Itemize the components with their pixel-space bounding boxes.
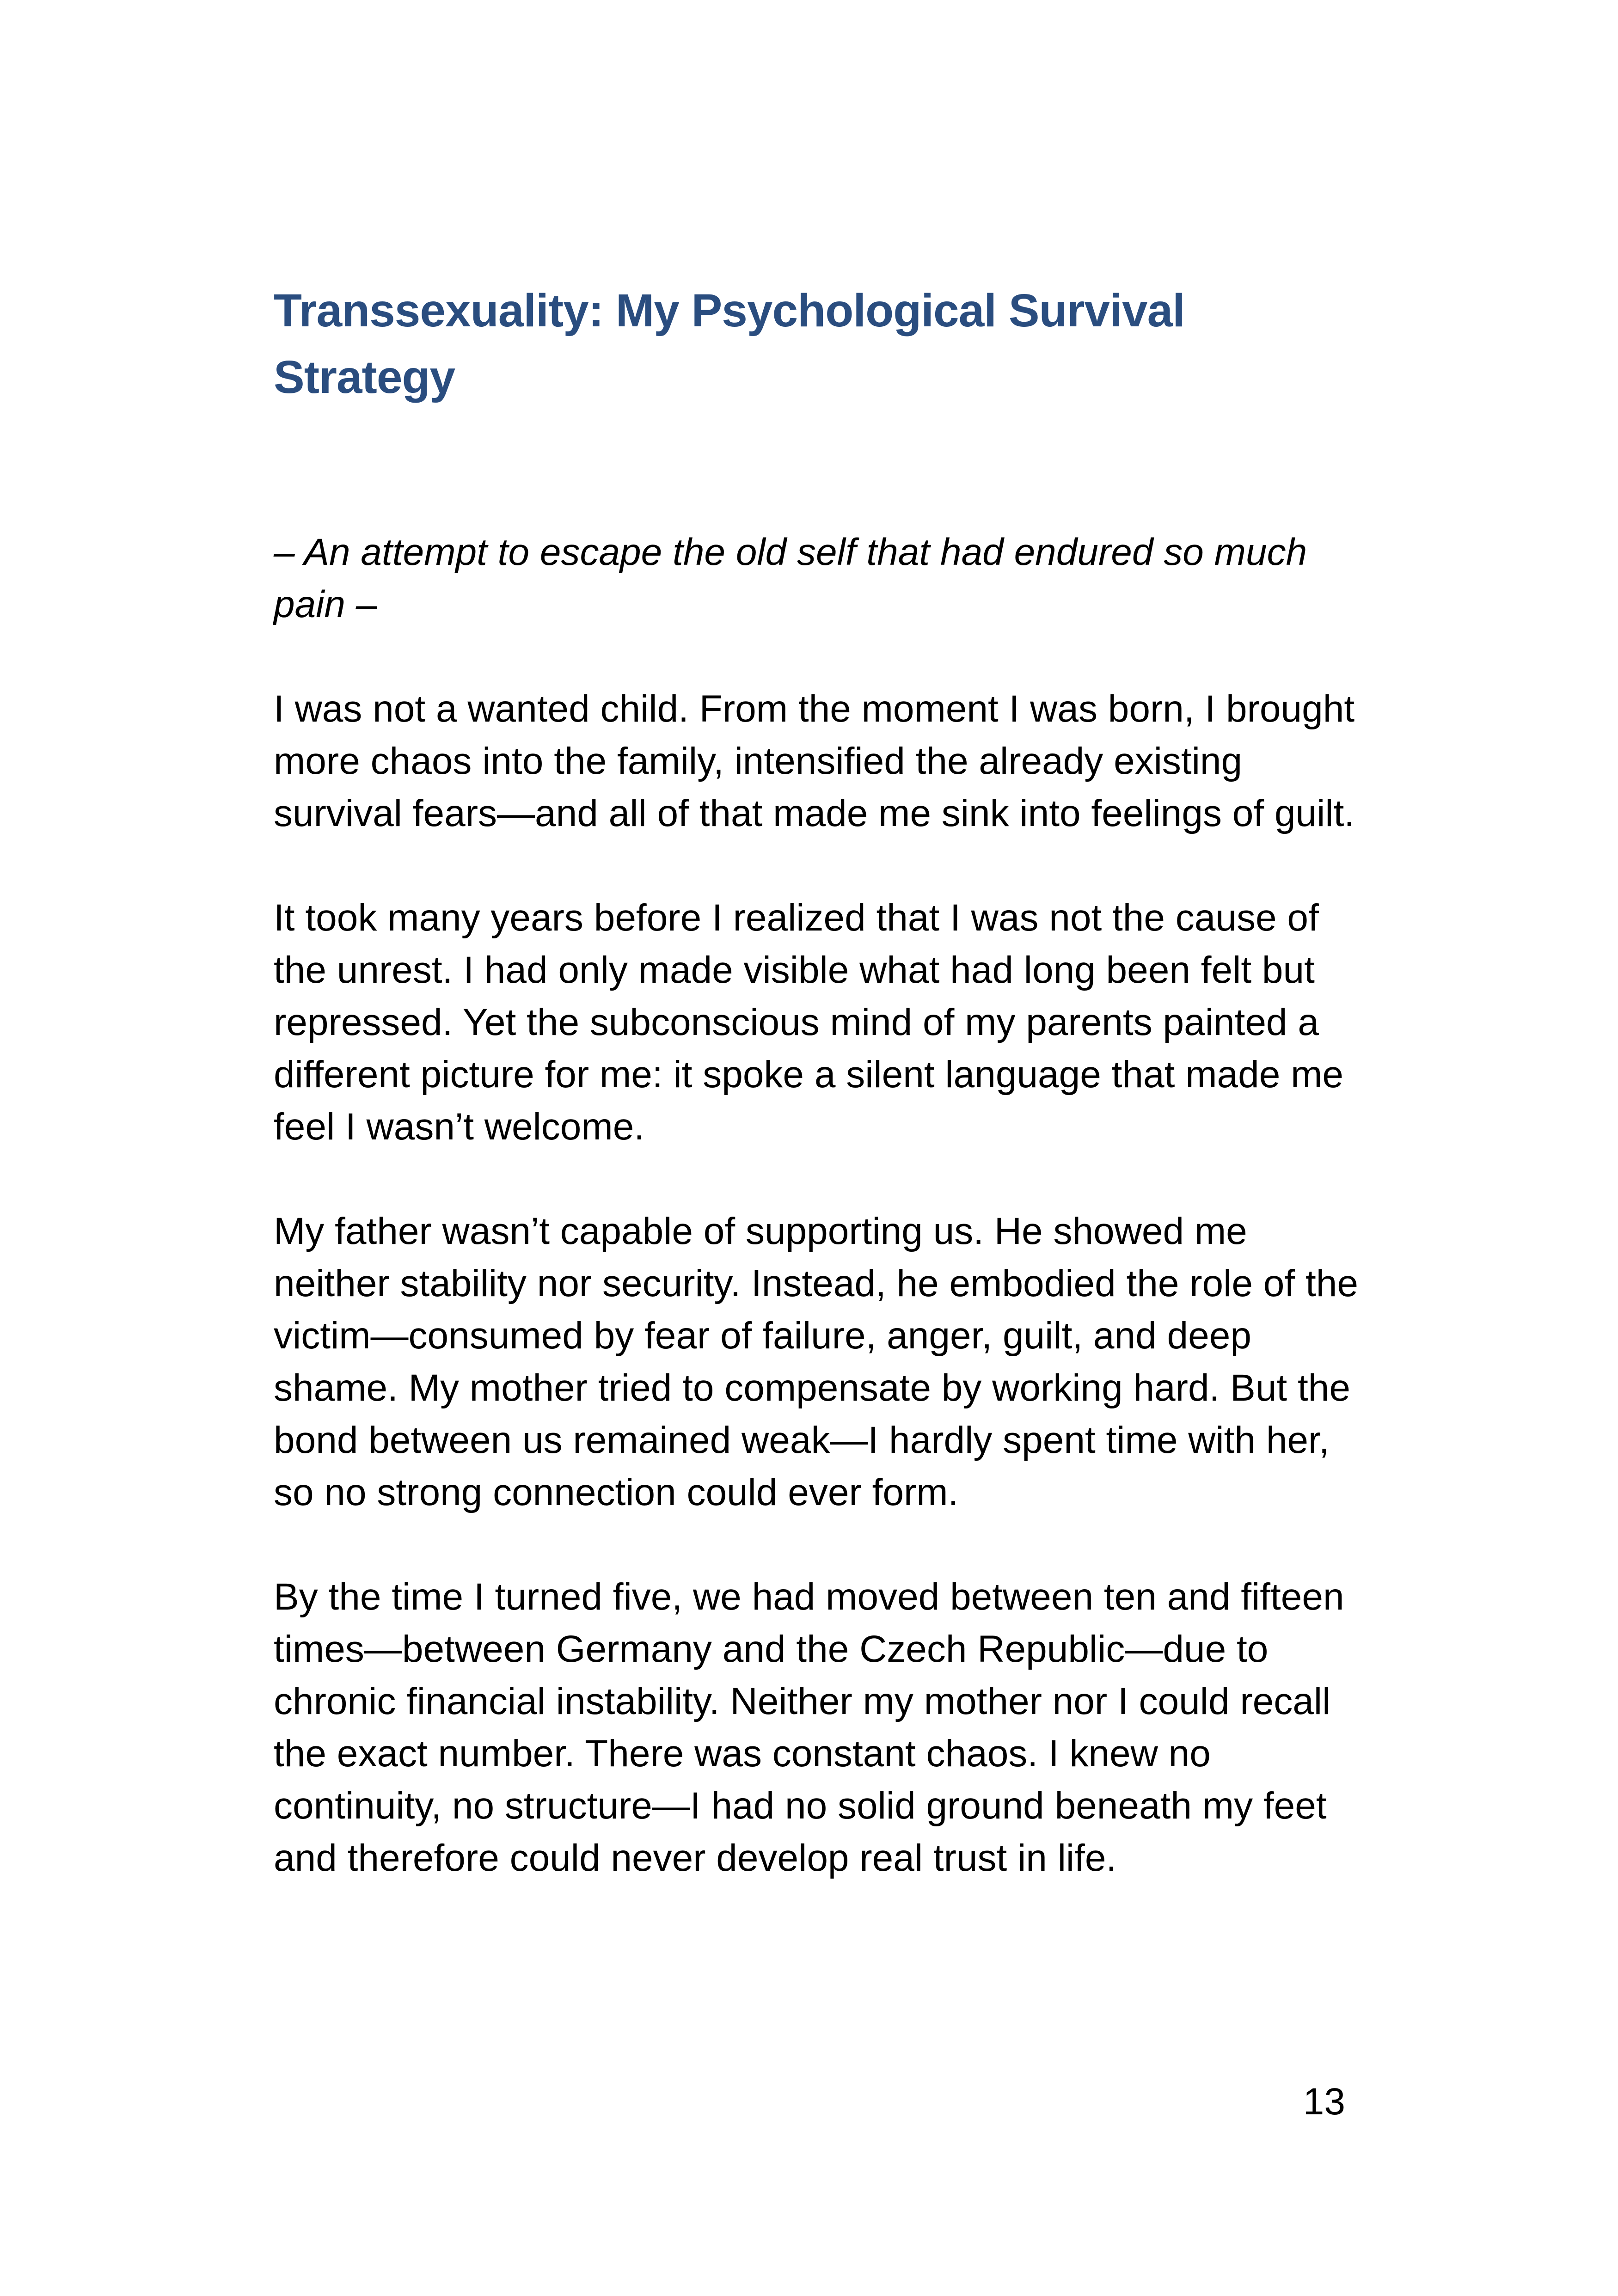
chapter-subtitle: – An attempt to escape the old self that had endured so much pain – [274, 531, 1307, 625]
paragraph-1: I was not a wanted child. From the moment I was born, I brought more chaos into the family, intensified the already existing survival fears—and all of that made me sink into feelings of guilt. [274, 688, 1355, 834]
paragraph-3: My father wasn’t capable of supporting us. He showed me neither stability nor security. Instead, he embodied the role of the victim—consumed by fear of failure, anger, guilt, and deep shame. My mother tried to compensate by working hard. But the bond between us remained weak—I hardly spent time with her, so no strong connection could ever form. [274, 1210, 1358, 1513]
paragraph-2: It took many years before I realized that I was not the cause of the unrest. I had only made visible what had long been felt but repressed. Yet the subconscious mind of my parents painted a different picture for me: it spoke a silent language that made me feel I wasn’t welcome. [274, 897, 1344, 1148]
page-number: 13 [1303, 2081, 1345, 2123]
paragraph-4: By the time I turned five, we had moved between ten and fifteen times—between Germany and the Czech Republic—due to chronic financial instability. Neither my mother nor I could recall the exact number. There was constant chaos. I knew no continuity, no structure—I had no solid ground beneath my feet and therefore could never develop real trust in life. [274, 1576, 1344, 1879]
page-content [274, 277, 1365, 1884]
chapter-title: Transsexuality: My Psychological Survival Strategy [274, 285, 1185, 403]
